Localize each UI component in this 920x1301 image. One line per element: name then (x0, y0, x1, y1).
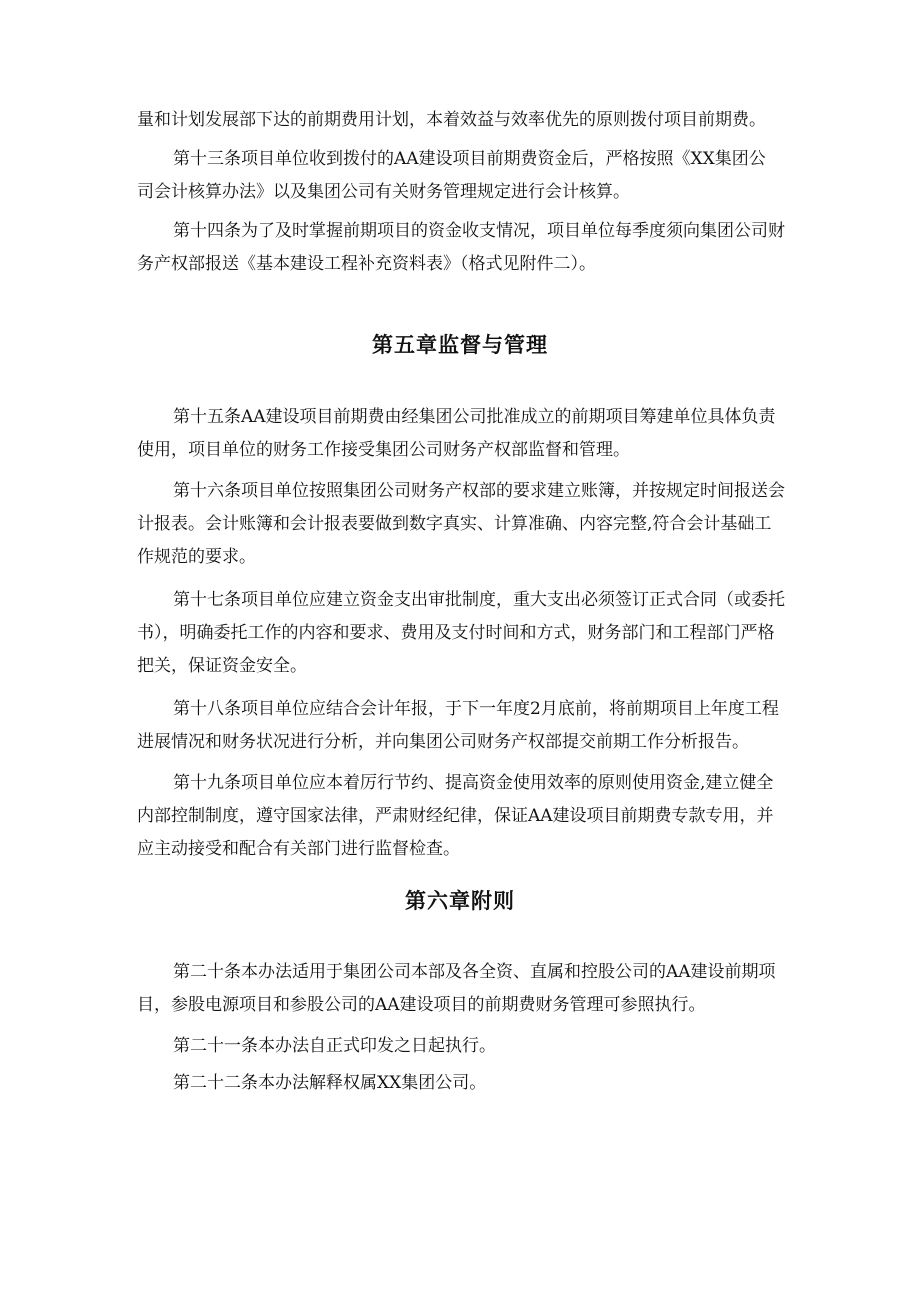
text-line: 第二十条本办法适用于集团公司本部及各全资、直属和控股公司的AA建设前期项 (173, 962, 776, 982)
text-line: 量和计划发展部下达的前期费用计划，本着效益与效率优先的原则拨付项目前期费。 (137, 110, 766, 130)
text-line: 第十八条项目单位应结合会计年报，于下一年度2月底前，将前期项目上年度工程 (173, 699, 779, 719)
article-20 (137, 956, 785, 1022)
text-line: 进展情况和财务状况进行分析，并向集团公司财务产权部提交前期工作分析报告。 (137, 732, 749, 752)
text-line: 第十三条项目单位收到拨付的AA建设项目前期费资金后，严格按照《XX集团公 (173, 149, 766, 169)
text-line: 第十六条项目单位按照集团公司财务产权部的要求建立账簿，并按规定时间报送会 (173, 481, 785, 501)
article-18 (137, 693, 785, 759)
text-line: 计报表。会计账簿和会计报表要做到数字真实、计算准确、内容完整,符合会计基础工 (137, 514, 772, 534)
article-16 (137, 475, 785, 574)
text-line: 第十九条项目单位应本着厉行节约、提高资金使用效率的原则使用资金,建立健全 (173, 773, 774, 793)
paragraph-continuation (137, 104, 785, 137)
text-line: 第十七条项目单位应建立资金支出审批制度，重大支出必须签订正式合同（或委托 (173, 590, 785, 610)
text-line: 目，参股电源项目和参股公司的AA建设项目的前期费财务管理可参照执行。 (137, 995, 706, 1015)
article-21 (137, 1030, 785, 1063)
text-line: 内部控制制度，遵守国家法律，严肃财经纪律，保证AA建设项目前期费专款专用，并 (137, 806, 774, 826)
text-line: 第十四条为了及时掌握前期项目的资金收支情况，项目单位每季度须向集团公司财 (173, 221, 785, 241)
text-line: 第十五条AA建设项目前期费由经集团公司批准成立的前期项目筹建单位具体负责 (173, 407, 776, 427)
article-14 (137, 215, 785, 281)
text-line: 作规范的要求。 (137, 547, 256, 567)
text-line: 第二十一条本办法自正式印发之日起执行。 (173, 1036, 496, 1056)
article-15 (137, 401, 785, 467)
text-line: 司会计核算办法》以及集团公司有关财务管理规定进行会计核算。 (137, 182, 630, 202)
chapter-6-heading: 第六章附则 (405, 889, 515, 913)
text-line: 第二十二条本办法解释权属XX集团公司。 (173, 1073, 487, 1093)
article-13 (137, 143, 785, 209)
chapter-5-heading: 第五章监督与管理 (372, 333, 548, 357)
text-line: 使用，项目单位的财务工作接受集团公司财务产权部监督和管理。 (137, 440, 630, 460)
text-line: 务产权部报送《基本建设工程补充资料表》（格式见附件二）。 (137, 254, 596, 274)
article-17 (137, 584, 785, 683)
article-19 (137, 767, 785, 866)
article-22 (137, 1067, 785, 1100)
text-line: 把关，保证资金安全。 (137, 656, 307, 676)
text-line: 应主动接受和配合有关部门进行监督检查。 (137, 839, 460, 859)
text-line: 书），明确委托工作的内容和要求、费用及支付时间和方式，财务部门和工程部门严格 (137, 623, 775, 643)
